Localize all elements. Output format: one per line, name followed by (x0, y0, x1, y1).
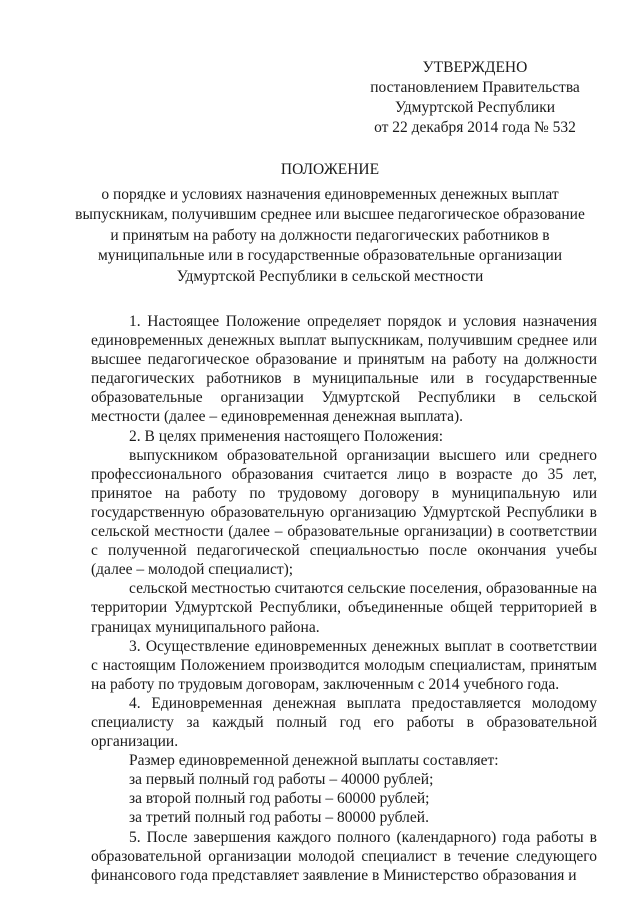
approval-line: Удмуртской Республики (394, 99, 556, 116)
paragraph: выпускником образовательной организации высшего или среднего профессионального образования считается лицо в возрасте до 35 лет, принятое на работу по трудовому договору в муниципальную или государственную образовательную организацию Удмуртской Республики в сельской местности (далее – образовательные организации) в соответствии с полученной педагогической специальностью после окончания учебы (далее – молодой специалист); (91, 446, 597, 579)
paragraph: за второй полный год работы – 60000 рублей; (129, 790, 430, 808)
paragraph: 1. Настоящее Положение определяет порядок и условия назначения единовременных денежных выплат выпускникам, получившим среднее или высшее педагогическое образование и принятым на работу на должности педагогических работников в муниципальные или в государственные образовательные организации Удмуртской Республики в сельской местности (далее – единовременная денежная выплата). (91, 313, 597, 426)
approval-line: от 22 декабря 2014 года № 532 (374, 119, 576, 136)
title-line: выпускникам, получившим среднее или высшее педагогическое образование (75, 206, 585, 223)
approval-line: постановлением Правительства (370, 79, 580, 96)
document-title (70, 160, 590, 287)
title-heading: ПОЛОЖЕНИЕ (280, 161, 380, 178)
document-body (91, 312, 597, 885)
paragraph: Размер единовременной денежной выплаты составляет: (129, 752, 499, 770)
paragraph: за первый полный год работы – 40000 рублей; (129, 771, 434, 789)
title-line: Удмуртской Республики в сельской местности (176, 267, 484, 285)
approval-stamp (360, 58, 590, 138)
paragraph: сельской местностью считаются сельские поселения, образованные на территории Удмуртской Республики, объединенные общей территорией в границах муниципального района. (91, 580, 598, 636)
paragraph: 2. В целях применения настоящего Положения: (129, 427, 444, 445)
title-line: и принятым на работу на должности педагогических работников в (110, 226, 550, 244)
paragraph: 3. Осуществление единовременных денежных выплат в соответствии с настоящим Положением производится молодым специалистам, принятым на работу по трудовым договорам, заключенным с 2014 учебного года. (91, 637, 597, 693)
approval-heading: УТВЕРЖДЕНО (422, 59, 528, 76)
paragraph: 5. После завершения каждого полного (календарного) года работы в образовательной организации молодой специалист в течение следующего финансового года представляет заявление в Министерство образования и (91, 828, 597, 884)
title-line: о порядке и условиях назначения единовременных денежных выплат (101, 185, 559, 203)
paragraph: 4. Единовременная денежная выплата предоставляется молодому специалисту за каждый полный год его работы в образовательной организации. (91, 694, 597, 751)
paragraph: за третий полный год работы – 80000 рублей. (129, 809, 429, 827)
title-line: муниципальные или в государственные образовательные организации (97, 247, 563, 264)
